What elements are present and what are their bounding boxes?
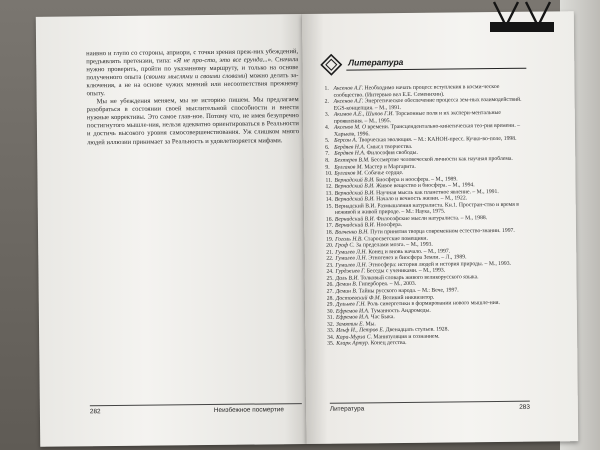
- reference-author: Вернадский В.И.: [334, 190, 375, 197]
- reference-title: Смысл творчества.: [366, 143, 413, 151]
- reference-author: Гумилев Л.Н.: [335, 262, 368, 269]
- reference-number: 18.: [326, 229, 334, 236]
- reference-number: 26.: [326, 282, 334, 289]
- reference-number: 11.: [325, 177, 333, 184]
- heading-rule: [346, 68, 526, 71]
- reference-author: Гурджиев Г.: [335, 268, 366, 276]
- reference-author: Демин В.: [335, 288, 358, 295]
- reference-number: 29.: [326, 301, 334, 308]
- body-paragraph: [86, 48, 298, 98]
- reference-title: Торсионные поля и их экспери-ментальные проявления. – М., 1995.: [333, 110, 501, 125]
- reference-title: Необходимо начать процесс вступления в косми-ческое сообщество. (Интервью вел Е.Е. Семенихин).: [333, 83, 500, 99]
- left-page-footer: [89, 403, 302, 416]
- reference-title: Творческая эволюция. – М.: КАНОН-пресс. Кучко-во-поле, 1998.: [358, 136, 517, 144]
- right-running-title: Литература: [329, 405, 365, 413]
- reference-number: 12.: [325, 183, 333, 191]
- reference-author: Даль В.И.: [335, 275, 359, 282]
- right-page-number: 283: [519, 403, 530, 411]
- reference-author: Гумилев Л.Н.: [335, 249, 367, 256]
- reference-number: 1.: [324, 85, 329, 92]
- reference-title: Старосветские помещики.: [364, 235, 428, 242]
- reference-title: Толковый словарь живого великорусского языка.: [360, 274, 479, 282]
- reference-number: 30.: [326, 308, 335, 315]
- reference-author: Аксенов А.Г.: [333, 85, 364, 92]
- reference-title: Мы.: [365, 320, 376, 328]
- reference-author: Демин В.: [335, 281, 358, 289]
- reference-title: Пути принятия творца современном естество-знании. 1997.: [370, 227, 515, 236]
- reference-title: Живое вещество и биосфера. – М., 1994.: [376, 182, 475, 190]
- reference-number: 15.: [325, 203, 333, 210]
- reference-item: [327, 339, 531, 348]
- reference-number: 35.: [327, 341, 335, 348]
- reference-author: Волченко В.Н.: [335, 229, 369, 236]
- reference-number: 3.: [324, 111, 330, 118]
- reference-author: Бердяев Н.А.: [334, 150, 366, 158]
- reference-author: Вернадский В.И.: [334, 183, 375, 190]
- italic-phrase: Я не про-сто, это все ерунда...: [176, 56, 268, 65]
- references-list: [325, 84, 532, 348]
- binder-clip-icon: [518, 0, 558, 32]
- reference-title: Гиперборея. – М., 2003.: [358, 281, 417, 288]
- left-page: [36, 14, 306, 447]
- reference-author: Берсон А.: [334, 137, 358, 145]
- reference-number: 27.: [326, 288, 334, 295]
- reference-title: Собачье сердце.: [364, 170, 404, 177]
- reference-number: 24.: [326, 269, 334, 276]
- reference-number: 19.: [326, 236, 334, 243]
- reference-title: Роль синергетики в формировании нового мышле-ния.: [367, 300, 500, 308]
- reference-number: 25.: [326, 275, 334, 282]
- reference-title: Конец и вновь начало. – М., 1997.: [368, 248, 451, 256]
- reference-title: Бессмертие человеческой личности как научная проблема.: [370, 155, 513, 164]
- reference-title: Мастер и Маргарита.: [364, 163, 416, 170]
- right-page: [302, 11, 578, 444]
- reference-number: 23.: [326, 262, 334, 269]
- reference-title: Начало и вечность жизни. – М., 1922.: [376, 195, 468, 203]
- reference-number: 2.: [324, 98, 329, 105]
- reference-title: Туманность Андромеды.: [370, 307, 431, 314]
- reference-title: Философия свободы.: [366, 150, 418, 157]
- reference-title: Этногенез и биосфера Земли. – Л., 1989.: [368, 254, 467, 262]
- reference-number: 33.: [327, 327, 335, 335]
- reference-number: 34.: [327, 334, 335, 341]
- left-page-number: 282: [89, 408, 101, 416]
- reference-number: 4.: [324, 125, 330, 132]
- reference-number: 22.: [326, 255, 334, 263]
- reference-author: Аксенов А.Г.: [333, 98, 364, 105]
- reference-author: Аксенов М. О: [333, 124, 367, 131]
- reference-number: 21.: [326, 249, 334, 256]
- reference-author: Булгаков М.: [334, 163, 363, 171]
- left-running-title: Неизбежное посмертие: [213, 406, 284, 414]
- reference-number: 31.: [326, 314, 335, 321]
- reference-title: Биосфера и ноосфера. – М., 1989.: [375, 176, 458, 183]
- reference-title: Ноосфера.: [376, 222, 403, 229]
- reference-number: 5.: [325, 138, 330, 145]
- reference-author: Ефремов И.А.: [335, 314, 370, 321]
- reference-number: 16.: [325, 216, 334, 223]
- references-heading: Литература: [348, 56, 404, 68]
- reference-author: Бехтерев В.М.: [334, 157, 370, 164]
- reference-title: Час Быка.: [370, 314, 395, 321]
- text-run: наивно и глупо со стороны, априори, с точки зрения преж-них убеждений, предъявлять претензии, типа: «: [86, 48, 299, 66]
- reference-title: Конец детства.: [370, 340, 407, 347]
- reference-author: Достоевский Ф.М.: [335, 294, 382, 302]
- reference-author: Ильф И., Петров Е.: [336, 327, 385, 334]
- reference-title: Научная мысль как планетное явление. – М., 1991.: [376, 188, 499, 197]
- reference-author: Бердяев Н.А.: [334, 144, 366, 151]
- reference-number: 20.: [326, 242, 334, 249]
- reference-author: Вернадский В.И.: [334, 222, 376, 230]
- reference-title: времени. Трансцендентально-кинетическая тео-рия времени. – Харьков, 1996.: [333, 123, 521, 138]
- reference-title: Энергетическое обеспечение процесса зем-ных взаимодействий. EGS-концепция. – М., 1991.: [333, 96, 522, 112]
- right-page-footer: [329, 401, 530, 413]
- reference-author: Дульнев Г.Н.: [335, 301, 366, 308]
- reference-number: 13.: [325, 190, 333, 197]
- references-header: [316, 50, 526, 78]
- reference-author: Булгаков М.: [334, 170, 364, 177]
- text-run: ». Сначала нужно проверить, пройти по указанному маршруту, и только на основе полученного опыта (: [86, 56, 299, 82]
- text-run: Мы не убеждения меняем, мы не историю пишем. Мы предлагаем разобраться в состоянии своей мыслительной способности и внести нужные коррективы. Это самое глав-ное. Потому что, не имея безупречно постигнутого мышле-ния, нельзя адекватно ориентироваться в Реальности и достичь высокого уровня самосовершенствования. Уж слишком много людей иллюзии принимает за Реальность и удовлетворяется мифами.: [86, 96, 300, 146]
- reference-number: 7.: [325, 151, 330, 158]
- reference-number: 14.: [325, 197, 333, 204]
- reference-title: Философские мысли натуралиста. – М., 1988.: [376, 215, 488, 223]
- reference-number: 32.: [326, 321, 335, 328]
- reference-author: Кара-Мурза С.: [336, 334, 373, 341]
- body-paragraph: [87, 96, 299, 146]
- reference-title: Манипуляция и сознанием.: [373, 333, 440, 341]
- reference-title: Беседы с учениками. – М., 1993.: [366, 267, 446, 275]
- open-book: [36, 11, 578, 447]
- reference-author: Замятин Е.: [335, 321, 365, 328]
- text-run: ) можно делать за-ключения, а не на основе чужих мнений или несоответствия прежнему опыту.: [86, 72, 299, 98]
- italic-phrase: своими мыслями и своими словами: [145, 72, 246, 81]
- reference-author: Кларк Артур.: [336, 340, 370, 348]
- reference-author: Гумилев Л.Н.: [335, 255, 368, 262]
- reference-author: Вернадский В.И.: [334, 176, 375, 184]
- reference-author: Ефремов И.А.: [335, 307, 370, 315]
- reference-author: Гроф С.: [335, 242, 355, 249]
- reference-number: 9.: [325, 164, 330, 171]
- reference-author: Гоголь Н.В.: [335, 235, 363, 243]
- reference-title: Великий инквизитор.: [382, 294, 435, 301]
- reference-author: Вернадский В.И.: [334, 196, 375, 204]
- reference-number: 28.: [326, 295, 334, 302]
- reference-title: Этносфера: история людей и история природы. – М., 1993.: [368, 260, 511, 269]
- reference-author: Акимов А.Е., Шипов Г.И.: [333, 111, 394, 118]
- reference-number: 8.: [325, 157, 330, 164]
- reference-title: Тайны русского народа. – М.: Вече, 1997.: [358, 287, 459, 295]
- reference-number: 17.: [325, 223, 334, 230]
- reference-number: 10.: [325, 170, 333, 177]
- reference-number: 6.: [325, 144, 330, 151]
- left-page-body-text: [86, 48, 299, 147]
- reference-title: Двенадцать стульев. 1928.: [385, 326, 449, 334]
- reference-title: Вернадский В.И. Размышления натуралиста. Кн.1. Простран-ство и время в неживой и живой природе. – М.: Наука, 1975.: [334, 201, 519, 217]
- reference-title: За пределами мозга. – М., 1993.: [356, 241, 433, 249]
- reference-author: Вернадский В.И.: [334, 216, 376, 223]
- diamond-ornament-icon: [320, 54, 342, 76]
